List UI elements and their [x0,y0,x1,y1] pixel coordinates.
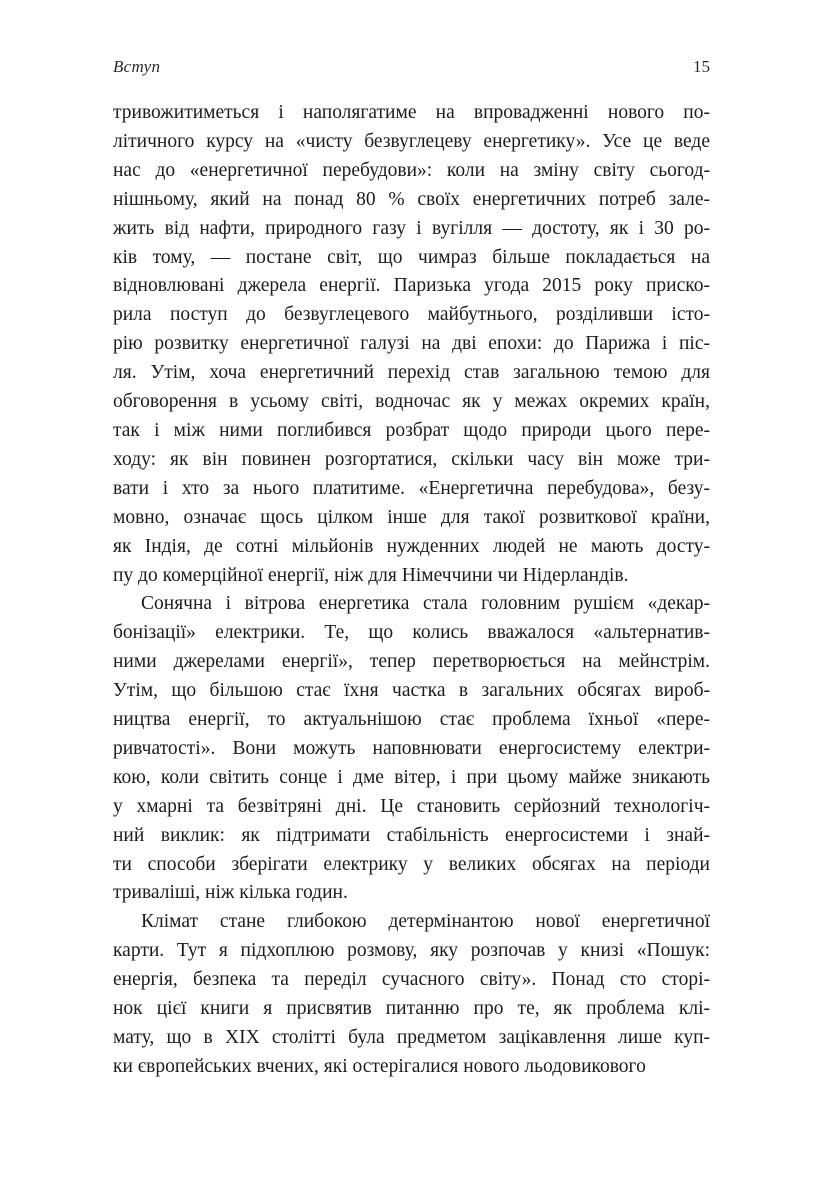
text-line: енергія, безпека та переділ сучасного світу». Понад сто сторі- [113,969,710,991]
text-line: у хмарні та безвітряні дні. Це становить серйозний технологіч- [113,795,710,817]
text-line: так і між ними поглибився розбрат щодо природи цього пере- [113,419,710,441]
text-line: мату, що в ХІХ столітті була предметом зацікавлення лише куп- [113,1027,710,1048]
text-line: ництва енергії, то актуальнішою стає проблема їхньої «пере- [113,709,710,731]
text-line: ля. Утім, хоча енергетичний перехід став загальною темою для [113,362,710,384]
text-line: нішньому, який на понад 80 % своїх енергетичних потреб зале- [113,188,710,210]
text-line: ки європейських вчених, які остерігалися нового льодовикового [113,1055,646,1077]
page-number: 15 [693,57,710,76]
text-line: рію розвитку енергетичної галузі на дві епохи: до Парижа і піс- [113,333,710,355]
text-line: Клімат стане глибокою детермінантою нової енергетичної [141,911,710,933]
text-line: відновлювані джерела енергії. Паризька угода 2015 року приско- [113,275,710,297]
text-line: кою, коли світить сонце і дме вітер, і при цьому майже зникають [113,766,710,788]
text-line: рила поступ до безвуглецевого майбутнього, розділивши істо- [113,304,710,326]
text-line: жить від нафти, природного газу і вугілля — достоту, як і 30 ро- [113,217,710,239]
text-line: ти способи зберігати електрику у великих обсягах на періоди [113,853,710,875]
text-line: пу до комерційної енергії, ніж для Німеччини чи Нідерландів. [113,564,629,586]
paragraph [113,99,710,590]
page-header [113,57,710,77]
text-line: Сонячна і вітрова енергетика стала головним рушієм «декар- [141,593,710,615]
text-line: нок цієї книги я присвятив питанню про те, як проблема клі- [113,998,710,1020]
text-line: тривожитиметься і наполягатиме на впровадженні нового по- [113,102,710,123]
text-line: вати і хто за нього платитиме. «Енергетична перебудова», безу- [113,477,710,499]
paragraph [113,590,710,908]
text-line: ходу: як він повинен розгортатися, скільки часу він може три- [113,448,710,470]
paragraph [113,908,710,1081]
text-line: ний виклик: як підтримати стабільність енергосистеми і знай- [113,824,710,846]
text-line: нас до «енергетичної перебудови»: коли на зміну світу сьогод- [113,159,710,181]
text-line: ними джерелами енергії», тепер перетворюється на мейнстрім. [113,651,710,673]
text-line: літичного курсу на «чисту безвуглецеву енергетику». Усе це веде [113,130,710,152]
text-line: карти. Тут я підхоплюю розмову, яку розпочав у книзі «Пошук: [113,940,710,962]
text-line: триваліші, ніж кілька годин. [113,882,348,904]
text-line: мовно, означає щось цілком інше для такої розвиткової країни, [113,506,710,528]
text-line: обговорення в усьому світі, водночас як у межах окремих країн, [113,391,710,413]
text-line: бонізації» електрики. Те, що колись вважалося «альтернатив- [113,622,710,644]
text-line: Утім, що більшою стає їхня частка в загальних обсягах вироб- [113,680,710,702]
text-line: як Індія, де сотні мільйонів нужденних людей не мають досту- [113,535,710,557]
text-line: ків тому, — постане світ, що чимраз більше покладається на [113,246,710,268]
text-line: ривчатості». Вони можуть наповнювати енергосистему електри- [113,737,710,759]
running-header-section-title: Вступ [113,57,161,76]
body-text [113,99,710,1082]
